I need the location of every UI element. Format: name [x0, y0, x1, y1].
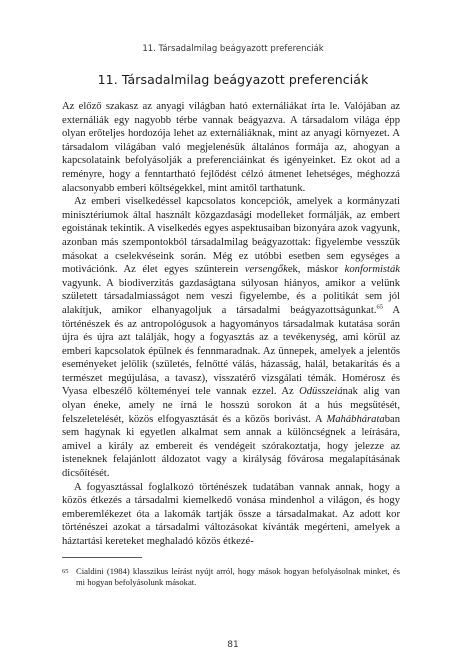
paragraph: Az emberi viselkedéssel kapcsolatos koncepciók, amelyek a kormányzati minisztériumok által használt közgazdasági modelleket formálják, az embert egoistának tekintik. A viselkedés egyes aspektusaiban bizonyára azok vagyunk, azonban más szempontokból társadalmilag beágyazottak: figyelembe vesszük másokat a cselekvéseink során. Még ez utóbbi esetben sem egységes a motivációnk. Az élet egyes szűnterein versengőkek, máskor konformisták vagyunk. A biodiverzitás gazdaságtana súlyosan hiányos, amikor a velünk született társadalmiasságot nem veszi figyelembe, és a politikát sem jól alakítjuk, amikor elhanyagoljuk a társadalmi beágyazottságunkat.$^{65}$ A történészek és az antropológusok a hagyományos társadalmak kutatása során újra és újra azt találják, hogy a fogyasztás az a tevékenység, ami körül az emberi kapcsolatok épülnek és fennmaradnak. Az ünnepek, amelyek a jelentős eseményeket jelölik (születés, felnőtté válás, házasság, halál, betakarítás és a természet megújulása, a tavasz), visszatérő vizsgálati témák. Homérosz és Vyasa elbeszélő költeményei tele vannak ezzel. Az Odüsszeiának alig van olyan éneke, amely ne írná le hosszú sorokon át a hús megsütését, felszeletelését, közös elfogyasztását és a közös borivást. A Mahábhárataban sem hagynak ki egyetlen alkalmat sem annak a különcségnek a leírására, amivel a király az embereit és vendégeit szórakoztatja, hogy jelezze az isteneknek felajánlott áldozatot vagy a királyság fővárosa megalapításának dicsőítését.: [62, 196, 400, 480]
paragraph: A fogyasztással foglalkozó történészek tudatában vannak annak, hogy a közös étkezés a társadalmi kiemelkedő vonása mindenhol a világon, és hogy emberemlékezet óta a lakomák tartják össze a társadalmakat. Az adott kor történészei azokat a társadalmi változásokat kívánták megérteni, amelyek a háztartási kereteket meghaladó közös étkezé-: [62, 481, 400, 547]
paragraph: Az előző szakasz az anyagi világban ható externáliákat írta le. Valójában az externáliák egy nagyobb térbe vannak beágyazva. A társadalom világa épp olyan erőteljes hordozója lehet az externáliáknak, mint az anyagi környezet. A társadalom világában való megjelenésük általános formája az, ahogyan a kapcsolataink befolyásolják a preferenciáinkat és igényeinket. Ez okot ad a reményre, hogy a fenntartható fejlődést célzó átmenet lehetséges, méghozzá alacsonyabb emberi költségekkel, mint amitől tarthatunk.: [62, 101, 400, 194]
footnote-rule: [62, 557, 142, 558]
chapter-title: 11. Társadalmilag beágyazott preferenciák: [97, 72, 369, 87]
italic-term: Mahábhárata: [326, 413, 385, 425]
running-head: 11. Társadalmilag beágyazott preferenciák: [142, 44, 324, 54]
footnote: [62, 566, 400, 588]
footnote-text: Cialdini (1984) klasszikus leírást nyújt arról, hogy mások hogyan befolyásolnak minket, és mi hogyan befolyásolunk másokat.: [76, 566, 400, 587]
footnote-number: 65: [62, 568, 69, 575]
italic-term: versengők: [244, 264, 288, 276]
page-number: 81: [227, 640, 239, 650]
footnote-reference[interactable]: 65: [376, 303, 383, 311]
italic-term: konformisták: [344, 264, 400, 276]
body-text: [62, 100, 400, 549]
italic-term: Odüsszeiá: [299, 386, 343, 398]
